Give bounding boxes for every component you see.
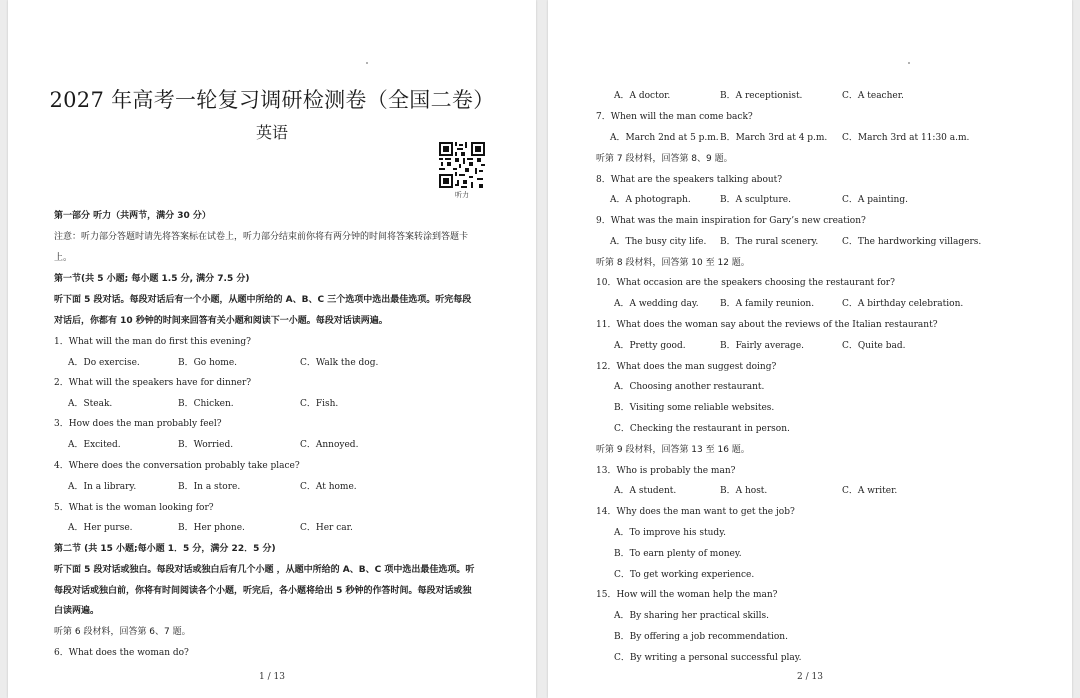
option-a: A．March 2nd at 5 p.m.	[610, 133, 719, 143]
option-b: B．A receptionist.	[720, 91, 803, 101]
option-a: A．By sharing her practical skills.	[614, 611, 770, 621]
option-a: A．Do exercise.	[68, 358, 140, 368]
option-c: C．The hardworking villagers.	[842, 237, 982, 247]
option-a: A．Steak.	[68, 399, 113, 409]
part1-heading: 第一部分 听力（共两节，满分 30 分）	[54, 211, 211, 221]
option-a: A．A doctor.	[614, 91, 671, 101]
question-text: 8．What are the speakers talking about?	[596, 175, 783, 185]
question-text: 10．What occasion are the speakers choosing the restaurant for?	[596, 278, 895, 288]
option-b: B．A host.	[720, 486, 768, 496]
section1-instruction: 对话后，你都有 10 秒钟的时间来回答有关小题和阅读下一小题。每段对话读两遍。	[54, 316, 388, 326]
option-a: A．Her purse.	[68, 523, 133, 533]
option-b: B．In a store.	[178, 482, 241, 492]
option-b: B．Go home.	[178, 358, 238, 368]
question-text: 13．Who is probably the man?	[596, 466, 736, 476]
option-a: A．In a library.	[68, 482, 137, 492]
qr-caption: 听力	[455, 191, 469, 199]
question-text: 4．Where does the conversation probably take place?	[54, 461, 300, 471]
document-page-1	[8, 0, 536, 698]
exam-title: 2027 年高考一轮复习调研检测卷（全国二卷）	[49, 88, 495, 112]
option-b: B．March 3rd at 4 p.m.	[720, 133, 828, 143]
option-b: B．Visiting some reliable websites.	[614, 403, 775, 413]
scan-speck	[908, 62, 910, 64]
question-text: 9．What was the main inspiration for Gary’s new creation?	[596, 216, 866, 226]
material-heading: 听第 9 段材料，回答第 13 至 16 题。	[596, 445, 750, 455]
option-b: B．To earn plenty of money.	[614, 549, 742, 559]
option-c: C．A teacher.	[842, 91, 904, 101]
option-c: C．Quite bad.	[842, 341, 906, 351]
qr-code-icon[interactable]	[439, 142, 485, 188]
section2-instruction: 白读两遍。	[54, 606, 100, 616]
question-text: 11．What does the woman say about the reviews of the Italian restaurant?	[596, 320, 938, 330]
section1-heading: 第一节(共 5 小题; 每小题 1.5 分, 满分 7.5 分)	[54, 274, 250, 284]
option-a: A．To improve his study.	[614, 528, 726, 538]
section1-instruction: 听下面 5 段对话。每段对话后有一个小题，从题中所给的 A、B、C 三个选项中选出最佳选项。听完每段	[54, 295, 472, 305]
option-b: B．Worried.	[178, 440, 234, 450]
option-a: A．Excited.	[68, 440, 121, 450]
option-a: A．The busy city life.	[610, 237, 707, 247]
question-text: 7．When will the man come back?	[596, 112, 753, 122]
option-c: C．At home.	[300, 482, 357, 492]
option-c: C．To get working experience.	[614, 570, 755, 580]
option-a: A．A wedding day.	[614, 299, 699, 309]
question-text: 6．What does the woman do?	[54, 648, 189, 658]
notice-line: 注意：听力部分答题时请先将答案标在试卷上，听力部分结束前你将有两分钟的时间将答案转涂到答题卡	[54, 232, 469, 242]
option-c: C．Annoyed.	[300, 440, 359, 450]
option-c: C．By writing a personal successful play.	[614, 653, 802, 663]
option-c: C．Checking the restaurant in person.	[614, 424, 790, 434]
question-text: 14．Why does the man want to get the job?	[596, 507, 795, 517]
option-b: B．A family reunion.	[720, 299, 815, 309]
option-b: B．The rural scenery.	[720, 237, 819, 247]
material-heading: 听第 8 段材料，回答第 10 至 12 题。	[596, 258, 750, 268]
notice-line: 上。	[54, 253, 73, 263]
option-a: A．A photograph.	[610, 195, 691, 205]
option-c: C．March 3rd at 11:30 a.m.	[842, 133, 970, 143]
question-text: 2．What will the speakers have for dinner?	[54, 378, 252, 388]
option-b: B．Fairly average.	[720, 341, 805, 351]
material-heading: 听第 7 段材料，回答第 8、9 题。	[596, 154, 733, 164]
section2-heading: 第二节 (共 15 小题;每小题 1．5 分，满分 22．5 分)	[54, 544, 276, 554]
page-number: 2 / 13	[797, 672, 823, 682]
scan-speck	[366, 62, 368, 64]
section2-instruction: 每段对话或独白前，你将有时间阅读各个小题，听完后，各小题将给出 5 秒钟的作答时间。每段对话或独	[54, 586, 472, 596]
option-c: C．A writer.	[842, 486, 898, 496]
option-c: C．Her car.	[300, 523, 353, 533]
option-c: C．A painting.	[842, 195, 908, 205]
question-text: 12．What does the man suggest doing?	[596, 362, 777, 372]
option-c: C．Fish.	[300, 399, 339, 409]
question-text: 3．How does the man probably feel?	[54, 419, 222, 429]
option-a: A．Choosing another restaurant.	[614, 382, 765, 392]
page-number: 1 / 13	[259, 672, 285, 682]
option-b: B．Chicken.	[178, 399, 234, 409]
document-page-2	[548, 0, 1072, 698]
material-heading: 听第 6 段材料，回答第 6、7 题。	[54, 627, 191, 637]
option-b: B．Her phone.	[178, 523, 245, 533]
option-c: C．Walk the dog.	[300, 358, 379, 368]
option-b: B．A sculpture.	[720, 195, 791, 205]
option-c: C．A birthday celebration.	[842, 299, 964, 309]
question-text: 1．What will the man do first this evening?	[54, 337, 251, 347]
question-text: 15．How will the woman help the man?	[596, 590, 778, 600]
exam-subject: 英语	[255, 123, 288, 142]
section2-instruction: 听下面 5 段对话或独白。每段对话或独白后有几个小题 ，从题中所给的 A、B、C 项中选出最佳选项。听	[54, 565, 475, 575]
option-b: B．By offering a job recommendation.	[614, 632, 788, 642]
option-a: A．A student.	[614, 486, 677, 496]
question-text: 5．What is the woman looking for?	[54, 503, 214, 513]
option-a: A．Pretty good.	[614, 341, 686, 351]
